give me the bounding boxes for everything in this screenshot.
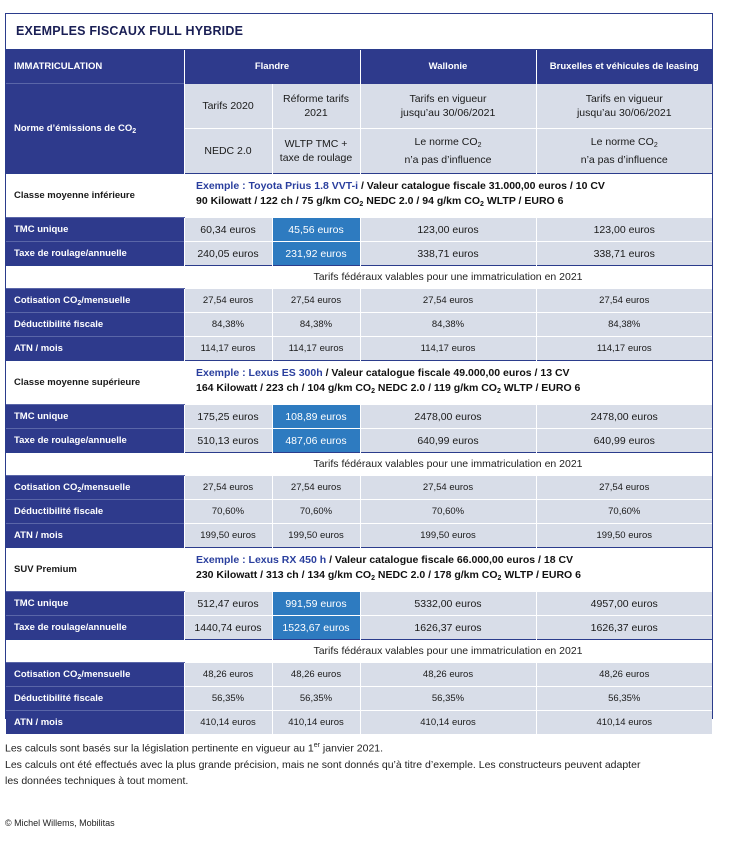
atn-value: 199,50 euros xyxy=(360,524,536,548)
tmc-value: 45,56 euros xyxy=(272,218,360,242)
atn-value: 410,14 euros xyxy=(184,711,272,735)
subscript: 2 xyxy=(77,486,82,494)
deductibilite-label: Déductibilité fiscale xyxy=(6,313,184,337)
tmc-value: 60,34 euros xyxy=(184,218,272,242)
tmc-value: 175,25 euros xyxy=(184,405,272,429)
cotisation-co2-value: 27,54 euros xyxy=(184,289,272,313)
taxe-roulage-value: 338,71 euros xyxy=(360,242,536,266)
federal-blank xyxy=(6,453,184,476)
tarifs-2020: Tarifs 2020 xyxy=(184,84,272,129)
taxe-roulage-value: 1626,37 euros xyxy=(536,616,712,640)
text-part: NEDC 2.0 / 94 g/km xyxy=(363,195,465,207)
text-part: 164 Kilowatt / 223 ch / 104 g/km xyxy=(196,382,356,394)
deductibilite-value: 84,38% xyxy=(272,313,360,337)
atn-value: 114,17 euros xyxy=(184,337,272,361)
tmc-label: TMC unique xyxy=(6,592,184,616)
federal-rates-note: Tarifs fédéraux valables pour une immatriculation en 2021 xyxy=(184,266,712,289)
cotisation-co2-label xyxy=(6,663,184,687)
header-wallonie: Wallonie xyxy=(360,50,536,84)
taxe-roulage-value: 1523,67 euros xyxy=(272,616,360,640)
cotisation-co2-value: 48,26 euros xyxy=(536,663,712,687)
text-part: NEDC 2.0 / 119 g/km xyxy=(374,382,482,394)
atn-value: 410,14 euros xyxy=(360,711,536,735)
tmc-value: 108,89 euros xyxy=(272,405,360,429)
norme-label: Norme d’émissions de $CO_2$ xyxy=(6,84,184,174)
deductibilite-value: 70,60% xyxy=(184,500,272,524)
fiscal-examples-panel xyxy=(5,13,713,728)
deductibilite-value: 56,35% xyxy=(536,687,712,711)
text-part: / Valeur catalogue fiscale 49.000,00 euros / 13 CV xyxy=(322,367,570,379)
cotisation-co2-value: 27,54 euros xyxy=(360,476,536,500)
cotisation-co2-value: 27,54 euros xyxy=(536,289,712,313)
subscript: 2 xyxy=(496,388,501,395)
federal-rates-note: Tarifs fédéraux valables pour une immatriculation en 2021 xyxy=(184,453,712,476)
example-description xyxy=(184,548,712,592)
wltp-norm: WLTP TMC + taxe de roulage xyxy=(272,128,360,173)
text-part: /mensuelle xyxy=(81,294,131,306)
nedc-norm: NEDC 2.0 xyxy=(184,128,272,173)
deductibilite-value: 56,35% xyxy=(272,687,360,711)
text-part: CO xyxy=(481,569,498,581)
taxe-roulage-value: 338,71 euros xyxy=(536,242,712,266)
tmc-value: 991,59 euros xyxy=(272,592,360,616)
text-part: / Valeur catalogue fiscale 66.000,00 euros / 18 CV xyxy=(326,554,574,566)
cotisation-co2-value: 27,54 euros xyxy=(360,289,536,313)
deductibilite-label: Déductibilité fiscale xyxy=(6,687,184,711)
text-part: Exemple : xyxy=(196,180,249,192)
text-part: CO xyxy=(464,195,481,207)
header-immatriculation: IMMATRICULATION xyxy=(6,50,184,84)
text-part: 90 Kilowatt / 122 ch / 75 g/km xyxy=(196,195,344,207)
text-part: Toyota Prius 1.8 VVT-i xyxy=(248,180,359,192)
cotisation-co2-value: 48,26 euros xyxy=(184,663,272,687)
atn-value: 114,17 euros xyxy=(360,337,536,361)
atn-value: 410,14 euros xyxy=(536,711,712,735)
cotisation-co2-value: 48,26 euros xyxy=(360,663,536,687)
text-part: WLTP / EURO 6 xyxy=(500,382,581,394)
wallonie-tarifs-vigueur: Tarifs en vigueur jusqu’au 30/06/2021 xyxy=(360,84,536,129)
text-part: Lexus ES 300h xyxy=(248,367,323,379)
federal-blank xyxy=(6,266,184,289)
atn-value: 199,50 euros xyxy=(272,524,360,548)
taxe-roulage-value: 640,99 euros xyxy=(536,429,712,453)
photo-credit: © Michel Willems, Mobilitas xyxy=(5,818,115,828)
tmc-value: 123,00 euros xyxy=(536,218,712,242)
taxe-roulage-value: 1440,74 euros xyxy=(184,616,272,640)
taxe-roulage-label: Taxe de roulage/annuelle xyxy=(6,429,184,453)
subscript: 2 xyxy=(359,201,364,208)
text-part: CO xyxy=(355,382,372,394)
text-part: /mensuelle xyxy=(81,668,131,680)
atn-value: 114,17 euros xyxy=(272,337,360,361)
text-part: CO xyxy=(343,195,360,207)
text-part: / Valeur catalogue fiscale 31.000,00 euros / 10 CV xyxy=(358,180,605,192)
taxe-roulage-label: Taxe de roulage/annuelle xyxy=(6,616,184,640)
deductibilite-value: 70,60% xyxy=(272,500,360,524)
federal-blank xyxy=(6,640,184,663)
atn-value: 199,50 euros xyxy=(184,524,272,548)
subscript: 2 xyxy=(77,673,82,681)
taxe-roulage-value: 640,99 euros xyxy=(360,429,536,453)
text-part: CO xyxy=(355,569,372,581)
text-part: NEDC 2.0 / 178 g/km xyxy=(374,569,482,581)
footnote-line-3: les données techniques à tout moment. xyxy=(5,774,189,787)
vehicle-class: Classe moyenne inférieure xyxy=(6,174,184,218)
text-part: 230 Kilowatt / 313 ch / 134 g/km xyxy=(196,569,356,581)
vehicle-class: Classe moyenne supérieure xyxy=(6,361,184,405)
subscript: 2 xyxy=(480,201,484,208)
cotisation-co2-value: 27,54 euros xyxy=(536,476,712,500)
text-part: Cotisation CO xyxy=(14,294,78,306)
atn-value: 199,50 euros xyxy=(536,524,712,548)
cotisation-co2-value: 27,54 euros xyxy=(272,476,360,500)
taxe-roulage-value: 487,06 euros xyxy=(272,429,360,453)
deductibilite-label: Déductibilité fiscale xyxy=(6,500,184,524)
tmc-value: 5332,00 euros xyxy=(360,592,536,616)
cotisation-co2-value: 48,26 euros xyxy=(272,663,360,687)
atn-label: ATN / mois xyxy=(6,524,184,548)
bruxelles-norme-note: Le norme CO2 n’a pas d’influence xyxy=(536,128,712,173)
tmc-value: 2478,00 euros xyxy=(536,405,712,429)
cotisation-co2-value: 27,54 euros xyxy=(272,289,360,313)
header-flandre: Flandre xyxy=(184,50,360,84)
reforme-tarifs-2021: Réforme tarifs 2021 xyxy=(272,84,360,129)
tmc-label: TMC unique xyxy=(6,218,184,242)
example-description xyxy=(184,174,712,218)
text-part: Cotisation CO xyxy=(14,481,78,493)
header-bruxelles: Bruxelles et véhicules de leasing xyxy=(536,50,712,84)
taxe-roulage-value: 1626,37 euros xyxy=(360,616,536,640)
subscript: 2 xyxy=(497,575,502,582)
footnote-line-2: Les calculs ont été effectués avec la plus grande précision, mais ne sont donnés qu’à titre d’exemple. Les constructeurs peuvent adapter xyxy=(5,758,641,771)
wallonie-norme-note: Le norme CO2 n’a pas d’influence xyxy=(360,128,536,173)
deductibilite-value: 84,38% xyxy=(184,313,272,337)
taxe-roulage-value: 510,13 euros xyxy=(184,429,272,453)
tmc-value: 123,00 euros xyxy=(360,218,536,242)
subscript: 2 xyxy=(371,388,375,395)
footnote-line-1: Les calculs sont basés sur la législation pertinente en vigueur au 1er janvier 2021. xyxy=(5,742,384,755)
vehicle-class: SUV Premium xyxy=(6,548,184,592)
tmc-value: 512,47 euros xyxy=(184,592,272,616)
cotisation-co2-label xyxy=(6,476,184,500)
atn-value: 410,14 euros xyxy=(272,711,360,735)
text-part: WLTP / EURO 6 xyxy=(483,195,564,207)
cotisation-co2-value: 27,54 euros xyxy=(184,476,272,500)
text-part: /mensuelle xyxy=(81,481,131,493)
taxe-roulage-label: Taxe de roulage/annuelle xyxy=(6,242,184,266)
subscript: 2 xyxy=(371,575,375,582)
taxe-roulage-value: 240,05 euros xyxy=(184,242,272,266)
panel-title: EXEMPLES FISCAUX FULL HYBRIDE xyxy=(6,14,712,50)
atn-label: ATN / mois xyxy=(6,337,184,361)
text-part: Exemple : xyxy=(196,367,249,379)
footnotes xyxy=(5,738,705,789)
atn-label: ATN / mois xyxy=(6,711,184,735)
subscript: 2 xyxy=(77,299,82,307)
cotisation-co2-label xyxy=(6,289,184,313)
deductibilite-value: 70,60% xyxy=(536,500,712,524)
deductibilite-value: 84,38% xyxy=(536,313,712,337)
taxe-roulage-value: 231,92 euros xyxy=(272,242,360,266)
text-part: Lexus RX 450 h xyxy=(248,554,327,566)
text-part: Exemple : xyxy=(196,554,249,566)
deductibilite-value: 56,35% xyxy=(360,687,536,711)
atn-value: 114,17 euros xyxy=(536,337,712,361)
deductibilite-value: 70,60% xyxy=(360,500,536,524)
text-part: CO xyxy=(481,382,497,394)
tmc-label: TMC unique xyxy=(6,405,184,429)
example-description xyxy=(184,361,712,405)
bruxelles-tarifs-vigueur: Tarifs en vigueur jusqu’au 30/06/2021 xyxy=(536,84,712,129)
fiscal-table xyxy=(6,50,712,734)
text-part: WLTP / EURO 6 xyxy=(501,569,581,581)
text-part: Cotisation CO xyxy=(14,668,78,680)
federal-rates-note: Tarifs fédéraux valables pour une immatriculation en 2021 xyxy=(184,640,712,663)
tmc-value: 2478,00 euros xyxy=(360,405,536,429)
deductibilite-value: 56,35% xyxy=(184,687,272,711)
deductibilite-value: 84,38% xyxy=(360,313,536,337)
tmc-value: 4957,00 euros xyxy=(536,592,712,616)
